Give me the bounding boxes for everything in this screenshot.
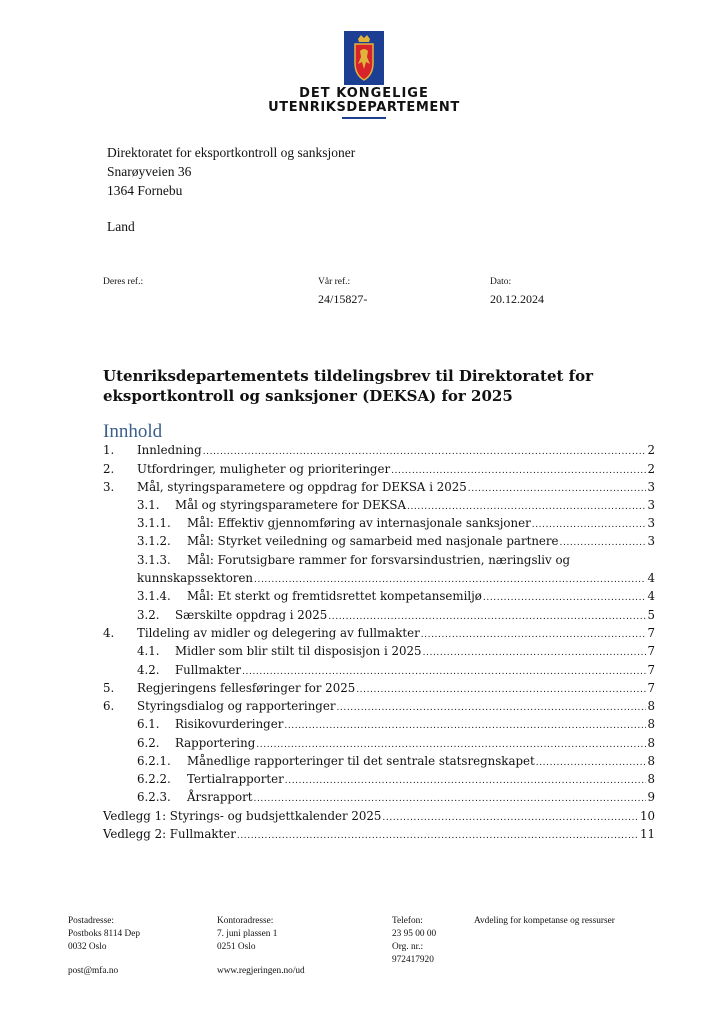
toc-text: Utfordringer, muligheter og prioriteringer bbox=[137, 462, 391, 476]
toc-text: Innledning bbox=[137, 443, 202, 457]
footer-office-line2: 0251 Oslo bbox=[217, 942, 256, 952]
lion-crest-icon bbox=[344, 31, 384, 85]
toc-page: 7 bbox=[647, 644, 655, 658]
toc-number: 2. bbox=[103, 462, 115, 476]
toc-text: Årsrapport bbox=[187, 790, 253, 804]
toc-entry[interactable] bbox=[137, 736, 655, 754]
toc-page: 5 bbox=[647, 608, 655, 622]
recipient-name: Direktoratet for eksportkontroll og sanksjoner bbox=[107, 145, 356, 160]
org-name-line1: DET KONGELIGE bbox=[299, 86, 429, 101]
toc-entry[interactable] bbox=[137, 644, 655, 662]
toc-text: Mål: Forutsigbare rammer for forsvarsindustrien, næringsliv og bbox=[187, 553, 571, 567]
toc-number: 6. bbox=[103, 699, 115, 713]
toc-entry[interactable] bbox=[137, 754, 655, 772]
toc-page: 3 bbox=[647, 534, 655, 548]
toc-text: Rapportering bbox=[175, 736, 256, 750]
toc-text: Mål og styringsparametere for DEKSA bbox=[175, 498, 406, 512]
toc-entry[interactable] bbox=[103, 699, 655, 717]
toc-page: 11 bbox=[639, 827, 655, 841]
footer-office-label: Kontoradresse: bbox=[217, 916, 274, 926]
toc-number: 4.1. bbox=[137, 644, 160, 658]
toc-number: 6.1. bbox=[137, 717, 160, 731]
toc-text: Mål: Styrket veiledning og samarbeid med nasjonale partnere bbox=[187, 534, 559, 548]
toc-text: Midler som blir stilt til disposisjon i 2025 bbox=[175, 644, 422, 658]
toc-text: Mål, styringsparametere og oppdrag for DEKSA i 2025 bbox=[137, 480, 467, 494]
footer-department: Avdeling for kompetanse og ressurser bbox=[474, 916, 615, 926]
toc-page: 7 bbox=[647, 663, 655, 677]
toc-entry[interactable] bbox=[137, 516, 655, 534]
toc-number: 5. bbox=[103, 681, 115, 695]
toc-text: Styringsdialog og rapporteringer bbox=[137, 699, 336, 713]
toc-number: 6.2.3. bbox=[137, 790, 171, 804]
toc-number: 3.1. bbox=[137, 498, 160, 512]
toc-page: 7 bbox=[647, 681, 655, 695]
footer-office-line1: 7. juni plassen 1 bbox=[217, 929, 278, 939]
toc-number: 4.2. bbox=[137, 663, 160, 677]
toc-text: Risikovurderinger bbox=[175, 717, 284, 731]
toc-entry[interactable] bbox=[103, 626, 655, 644]
toc-text: Vedlegg 1: Styrings- og budsjettkalender 2025 bbox=[103, 809, 382, 823]
toc-entry[interactable] bbox=[103, 480, 655, 498]
recipient-street: Snarøyveien 36 bbox=[107, 164, 192, 179]
recipient-postal: 1364 Fornebu bbox=[107, 183, 183, 198]
footer-office-address bbox=[217, 915, 277, 954]
toc-text: Månedlige rapporteringer til det sentrale statsregnskapet bbox=[187, 754, 535, 768]
toc-page: 3 bbox=[647, 498, 655, 512]
toc-text: Regjeringens fellesføringer for 2025 bbox=[137, 681, 356, 695]
toc-page: 8 bbox=[647, 717, 655, 731]
toc-entry[interactable] bbox=[103, 443, 655, 461]
toc-text: kunnskapssektoren bbox=[137, 571, 254, 585]
toc-entry[interactable] bbox=[137, 790, 655, 808]
toc-entry[interactable] bbox=[137, 663, 655, 681]
document-title: Utenriksdepartementets tildelingsbrev til Direktoratet for eksportkontroll og sanksjoner (DEKSA) for 2025 bbox=[103, 367, 593, 405]
toc-number: 3.1.2. bbox=[137, 534, 171, 548]
deres-ref-label: Deres ref.: bbox=[103, 277, 144, 287]
coat-of-arms-icon bbox=[344, 31, 384, 85]
toc-text: Særskilte oppdrag i 2025 bbox=[175, 608, 328, 622]
toc-number: 6.2. bbox=[137, 736, 160, 750]
toc-page: 2 bbox=[647, 462, 655, 476]
toc-number: 6.2.2. bbox=[137, 772, 171, 786]
recipient-country: Land bbox=[107, 219, 135, 234]
toc-entry[interactable] bbox=[137, 498, 655, 516]
toc-number: 1. bbox=[103, 443, 115, 457]
toc-page: 10 bbox=[639, 809, 655, 823]
footer-phone-label: Telefon: bbox=[392, 916, 423, 926]
toc-text: Vedlegg 2: Fullmakter bbox=[103, 827, 236, 841]
toc-entry[interactable] bbox=[137, 589, 655, 607]
toc-number: 4. bbox=[103, 626, 115, 640]
footer-post-line1: Postboks 8114 Dep bbox=[68, 929, 140, 939]
footer-postal-address bbox=[68, 915, 140, 954]
footer-phone-value: 23 95 00 00 bbox=[392, 929, 437, 939]
toc-number: 3.1.4. bbox=[137, 589, 171, 603]
toc-page: 3 bbox=[647, 516, 655, 530]
toc-text: Tertialrapporter bbox=[187, 772, 284, 786]
var-ref-value: 24/15827- bbox=[318, 292, 368, 306]
footer-contact bbox=[392, 915, 436, 967]
toc-text: Fullmakter bbox=[175, 663, 242, 677]
date-label: Dato: bbox=[490, 277, 512, 287]
footer-web[interactable]: www.regjeringen.no/ud bbox=[217, 966, 305, 976]
toc-entry[interactable] bbox=[103, 681, 655, 699]
toc-entry[interactable] bbox=[103, 809, 655, 827]
header-divider bbox=[342, 117, 386, 119]
toc-number: 3.2. bbox=[137, 608, 160, 622]
footer-email[interactable]: post@mfa.no bbox=[68, 966, 119, 976]
toc-page: 2 bbox=[647, 443, 655, 457]
toc-entry[interactable] bbox=[137, 772, 655, 790]
toc-page: 9 bbox=[647, 790, 655, 804]
footer-post-label: Postadresse: bbox=[68, 916, 114, 926]
footer-post-line2: 0032 Oslo bbox=[68, 942, 107, 952]
toc-page: 4 bbox=[647, 571, 655, 585]
toc-entry[interactable] bbox=[103, 462, 655, 480]
toc-heading: Innhold bbox=[103, 421, 163, 442]
toc-page: 8 bbox=[647, 736, 655, 750]
toc-entry[interactable] bbox=[137, 571, 655, 589]
toc-number: 3.1.3. bbox=[137, 553, 171, 567]
footer-org-value: 972417920 bbox=[392, 955, 434, 965]
toc-entry[interactable] bbox=[137, 717, 655, 735]
date-value: 20.12.2024 bbox=[490, 292, 544, 306]
toc-entry[interactable] bbox=[137, 534, 655, 552]
toc-number: 3. bbox=[103, 480, 115, 494]
var-ref-label: Vår ref.: bbox=[318, 277, 351, 287]
toc-page: 4 bbox=[647, 589, 655, 603]
toc-page: 8 bbox=[647, 772, 655, 786]
footer-org-label: Org. nr.: bbox=[392, 942, 424, 952]
toc-entry[interactable] bbox=[137, 608, 655, 626]
toc-text: Mål: Effektiv gjennomføring av internasjonale sanksjoner bbox=[187, 516, 531, 530]
toc-entry[interactable] bbox=[137, 553, 655, 571]
toc-number: 6.2.1. bbox=[137, 754, 171, 768]
toc-page: 8 bbox=[647, 699, 655, 713]
toc-page: 8 bbox=[647, 754, 655, 768]
toc-page: 7 bbox=[647, 626, 655, 640]
toc-text: Mål: Et sterkt og fremtidsrettet kompetansemiljø bbox=[187, 589, 482, 603]
toc-text: Tildeling av midler og delegering av fullmakter bbox=[137, 626, 420, 640]
toc-number: 3.1.1. bbox=[137, 516, 171, 530]
toc-page: 3 bbox=[647, 480, 655, 494]
toc-entry[interactable] bbox=[103, 827, 655, 845]
org-name-line2: UTENRIKSDEPARTEMENT bbox=[268, 100, 460, 115]
